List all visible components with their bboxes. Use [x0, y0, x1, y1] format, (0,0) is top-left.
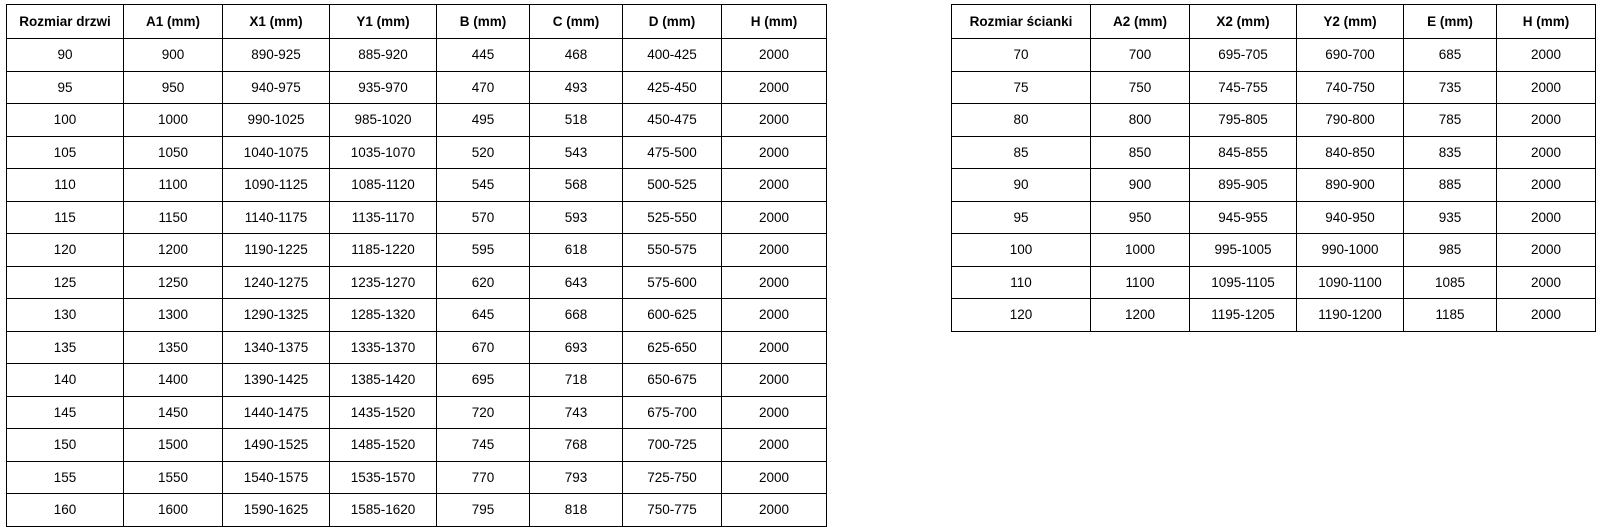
table-row	[7, 461, 827, 494]
cell: 735	[1404, 71, 1497, 104]
cell: 475-500	[623, 136, 722, 169]
cell: 945-955	[1190, 201, 1297, 234]
column-header: H (mm)	[1497, 5, 1596, 39]
cell: 890-925	[223, 39, 330, 72]
table-row	[7, 299, 827, 332]
cell: 90	[952, 169, 1091, 202]
column-header: A2 (mm)	[1091, 5, 1190, 39]
column-header: X2 (mm)	[1190, 5, 1297, 39]
cell: 2000	[722, 71, 827, 104]
table-row	[7, 104, 827, 137]
column-header: H (mm)	[722, 5, 827, 39]
cell: 493	[530, 71, 623, 104]
cell: 120	[952, 299, 1091, 332]
cell: 1350	[124, 331, 223, 364]
cell: 1135-1170	[330, 201, 437, 234]
cell: 1050	[124, 136, 223, 169]
doors-specification-table	[6, 4, 827, 527]
table-row	[952, 39, 1596, 72]
cell: 95	[7, 71, 124, 104]
cell: 110	[952, 266, 1091, 299]
walls-specification-table	[951, 4, 1596, 332]
cell: 1485-1520	[330, 429, 437, 462]
cell: 85	[952, 136, 1091, 169]
cell: 2000	[722, 331, 827, 364]
cell: 900	[124, 39, 223, 72]
cell: 135	[7, 331, 124, 364]
cell: 1535-1570	[330, 461, 437, 494]
cell: 1385-1420	[330, 364, 437, 397]
table-row	[7, 266, 827, 299]
table-row	[952, 201, 1596, 234]
cell: 400-425	[623, 39, 722, 72]
table-row	[7, 201, 827, 234]
cell: 1390-1425	[223, 364, 330, 397]
cell: 105	[7, 136, 124, 169]
cell: 155	[7, 461, 124, 494]
cell: 2000	[722, 266, 827, 299]
cell: 885	[1404, 169, 1497, 202]
cell: 618	[530, 234, 623, 267]
column-header: Y2 (mm)	[1297, 5, 1404, 39]
cell: 750-775	[623, 494, 722, 527]
column-header: E (mm)	[1404, 5, 1497, 39]
cell: 520	[437, 136, 530, 169]
table-row	[952, 299, 1596, 332]
cell: 90	[7, 39, 124, 72]
cell: 890-900	[1297, 169, 1404, 202]
cell: 500-525	[623, 169, 722, 202]
cell: 1500	[124, 429, 223, 462]
cell: 645	[437, 299, 530, 332]
cell: 695-705	[1190, 39, 1297, 72]
cell: 140	[7, 364, 124, 397]
cell: 518	[530, 104, 623, 137]
table-row	[7, 331, 827, 364]
cell: 445	[437, 39, 530, 72]
cell: 1100	[124, 169, 223, 202]
cell: 845-855	[1190, 136, 1297, 169]
cell: 1200	[1091, 299, 1190, 332]
cell: 160	[7, 494, 124, 527]
cell: 80	[952, 104, 1091, 137]
cell: 550-575	[623, 234, 722, 267]
cell: 790-800	[1297, 104, 1404, 137]
cell: 470	[437, 71, 530, 104]
table-row	[7, 71, 827, 104]
table-row	[7, 364, 827, 397]
cell: 850	[1091, 136, 1190, 169]
column-header: Rozmiar drzwi	[7, 5, 124, 39]
cell: 425-450	[623, 71, 722, 104]
cell: 795	[437, 494, 530, 527]
cell: 1095-1105	[1190, 266, 1297, 299]
cell: 720	[437, 396, 530, 429]
table-row	[952, 104, 1596, 137]
cell: 940-950	[1297, 201, 1404, 234]
column-header: X1 (mm)	[223, 5, 330, 39]
cell: 650-675	[623, 364, 722, 397]
table-row	[7, 234, 827, 267]
cell: 2000	[1497, 299, 1596, 332]
cell: 1550	[124, 461, 223, 494]
cell: 1190-1200	[1297, 299, 1404, 332]
cell: 835	[1404, 136, 1497, 169]
table-row	[952, 71, 1596, 104]
cell: 1085-1120	[330, 169, 437, 202]
cell: 900	[1091, 169, 1190, 202]
cell: 940-975	[223, 71, 330, 104]
cell: 740-750	[1297, 71, 1404, 104]
table-row	[952, 234, 1596, 267]
table-row	[7, 494, 827, 527]
cell: 575-600	[623, 266, 722, 299]
cell: 1450	[124, 396, 223, 429]
cell: 950	[124, 71, 223, 104]
cell: 895-905	[1190, 169, 1297, 202]
table-row	[952, 136, 1596, 169]
cell: 1240-1275	[223, 266, 330, 299]
cell: 785	[1404, 104, 1497, 137]
cell: 768	[530, 429, 623, 462]
cell: 620	[437, 266, 530, 299]
cell: 950	[1091, 201, 1190, 234]
cell: 2000	[722, 494, 827, 527]
cell: 1250	[124, 266, 223, 299]
cell: 1085	[1404, 266, 1497, 299]
cell: 1335-1370	[330, 331, 437, 364]
cell: 1590-1625	[223, 494, 330, 527]
cell: 818	[530, 494, 623, 527]
cell: 670	[437, 331, 530, 364]
cell: 1190-1225	[223, 234, 330, 267]
cell: 795-805	[1190, 104, 1297, 137]
cell: 2000	[1497, 39, 1596, 72]
cell: 770	[437, 461, 530, 494]
column-header: C (mm)	[530, 5, 623, 39]
cell: 1600	[124, 494, 223, 527]
cell: 2000	[722, 234, 827, 267]
cell: 1300	[124, 299, 223, 332]
cell: 935	[1404, 201, 1497, 234]
cell: 1490-1525	[223, 429, 330, 462]
cell: 985-1020	[330, 104, 437, 137]
cell: 543	[530, 136, 623, 169]
cell: 693	[530, 331, 623, 364]
cell: 2000	[722, 429, 827, 462]
cell: 885-920	[330, 39, 437, 72]
cell: 145	[7, 396, 124, 429]
cell: 695	[437, 364, 530, 397]
cell: 668	[530, 299, 623, 332]
cell: 525-550	[623, 201, 722, 234]
cell: 1185	[1404, 299, 1497, 332]
cell: 1195-1205	[1190, 299, 1297, 332]
cell: 2000	[1497, 71, 1596, 104]
cell: 675-700	[623, 396, 722, 429]
cell: 800	[1091, 104, 1190, 137]
cell: 745-755	[1190, 71, 1297, 104]
cell: 1290-1325	[223, 299, 330, 332]
cell: 1585-1620	[330, 494, 437, 527]
table-row	[7, 136, 827, 169]
cell: 1185-1220	[330, 234, 437, 267]
cell: 495	[437, 104, 530, 137]
cell: 115	[7, 201, 124, 234]
column-header: B (mm)	[437, 5, 530, 39]
cell: 2000	[722, 461, 827, 494]
cell: 70	[952, 39, 1091, 72]
cell: 643	[530, 266, 623, 299]
cell: 2000	[1497, 104, 1596, 137]
cell: 100	[952, 234, 1091, 267]
cell: 685	[1404, 39, 1497, 72]
cell: 1150	[124, 201, 223, 234]
column-header: Y1 (mm)	[330, 5, 437, 39]
cell: 793	[530, 461, 623, 494]
cell: 2000	[722, 364, 827, 397]
cell: 990-1025	[223, 104, 330, 137]
cell: 568	[530, 169, 623, 202]
cell: 1400	[124, 364, 223, 397]
cell: 2000	[722, 169, 827, 202]
cell: 1090-1100	[1297, 266, 1404, 299]
cell: 1040-1075	[223, 136, 330, 169]
table-header-row	[7, 5, 827, 39]
cell: 1090-1125	[223, 169, 330, 202]
cell: 725-750	[623, 461, 722, 494]
cell: 935-970	[330, 71, 437, 104]
cell: 468	[530, 39, 623, 72]
cell: 130	[7, 299, 124, 332]
table-row	[7, 39, 827, 72]
table-row	[7, 396, 827, 429]
cell: 95	[952, 201, 1091, 234]
cell: 2000	[1497, 234, 1596, 267]
cell: 2000	[722, 104, 827, 137]
cell: 595	[437, 234, 530, 267]
cell: 120	[7, 234, 124, 267]
cell: 150	[7, 429, 124, 462]
column-header: A1 (mm)	[124, 5, 223, 39]
cell: 1340-1375	[223, 331, 330, 364]
cell: 2000	[722, 299, 827, 332]
table-row	[7, 169, 827, 202]
cell: 545	[437, 169, 530, 202]
cell: 450-475	[623, 104, 722, 137]
column-header: D (mm)	[623, 5, 722, 39]
cell: 990-1000	[1297, 234, 1404, 267]
cell: 570	[437, 201, 530, 234]
cell: 995-1005	[1190, 234, 1297, 267]
cell: 2000	[1497, 169, 1596, 202]
cell: 600-625	[623, 299, 722, 332]
cell: 100	[7, 104, 124, 137]
cell: 690-700	[1297, 39, 1404, 72]
cell: 750	[1091, 71, 1190, 104]
cell: 625-650	[623, 331, 722, 364]
cell: 718	[530, 364, 623, 397]
cell: 1435-1520	[330, 396, 437, 429]
cell: 1140-1175	[223, 201, 330, 234]
cell: 75	[952, 71, 1091, 104]
walls-table-container	[951, 4, 1596, 332]
cell: 1035-1070	[330, 136, 437, 169]
cell: 700	[1091, 39, 1190, 72]
cell: 1000	[1091, 234, 1190, 267]
cell: 2000	[722, 136, 827, 169]
cell: 2000	[722, 39, 827, 72]
cell: 1000	[124, 104, 223, 137]
column-header: Rozmiar ścianki	[952, 5, 1091, 39]
cell: 2000	[722, 396, 827, 429]
cell: 1100	[1091, 266, 1190, 299]
cell: 743	[530, 396, 623, 429]
table-row	[7, 429, 827, 462]
table-row	[952, 169, 1596, 202]
cell: 2000	[1497, 266, 1596, 299]
table-row	[952, 266, 1596, 299]
cell: 700-725	[623, 429, 722, 462]
cell: 1540-1575	[223, 461, 330, 494]
cell: 593	[530, 201, 623, 234]
cell: 2000	[722, 201, 827, 234]
cell: 745	[437, 429, 530, 462]
cell: 1235-1270	[330, 266, 437, 299]
cell: 985	[1404, 234, 1497, 267]
cell: 125	[7, 266, 124, 299]
cell: 110	[7, 169, 124, 202]
cell: 1200	[124, 234, 223, 267]
cell: 2000	[1497, 136, 1596, 169]
doors-table-container	[6, 4, 827, 527]
cell: 2000	[1497, 201, 1596, 234]
cell: 1440-1475	[223, 396, 330, 429]
cell: 840-850	[1297, 136, 1404, 169]
cell: 1285-1320	[330, 299, 437, 332]
table-header-row	[952, 5, 1596, 39]
